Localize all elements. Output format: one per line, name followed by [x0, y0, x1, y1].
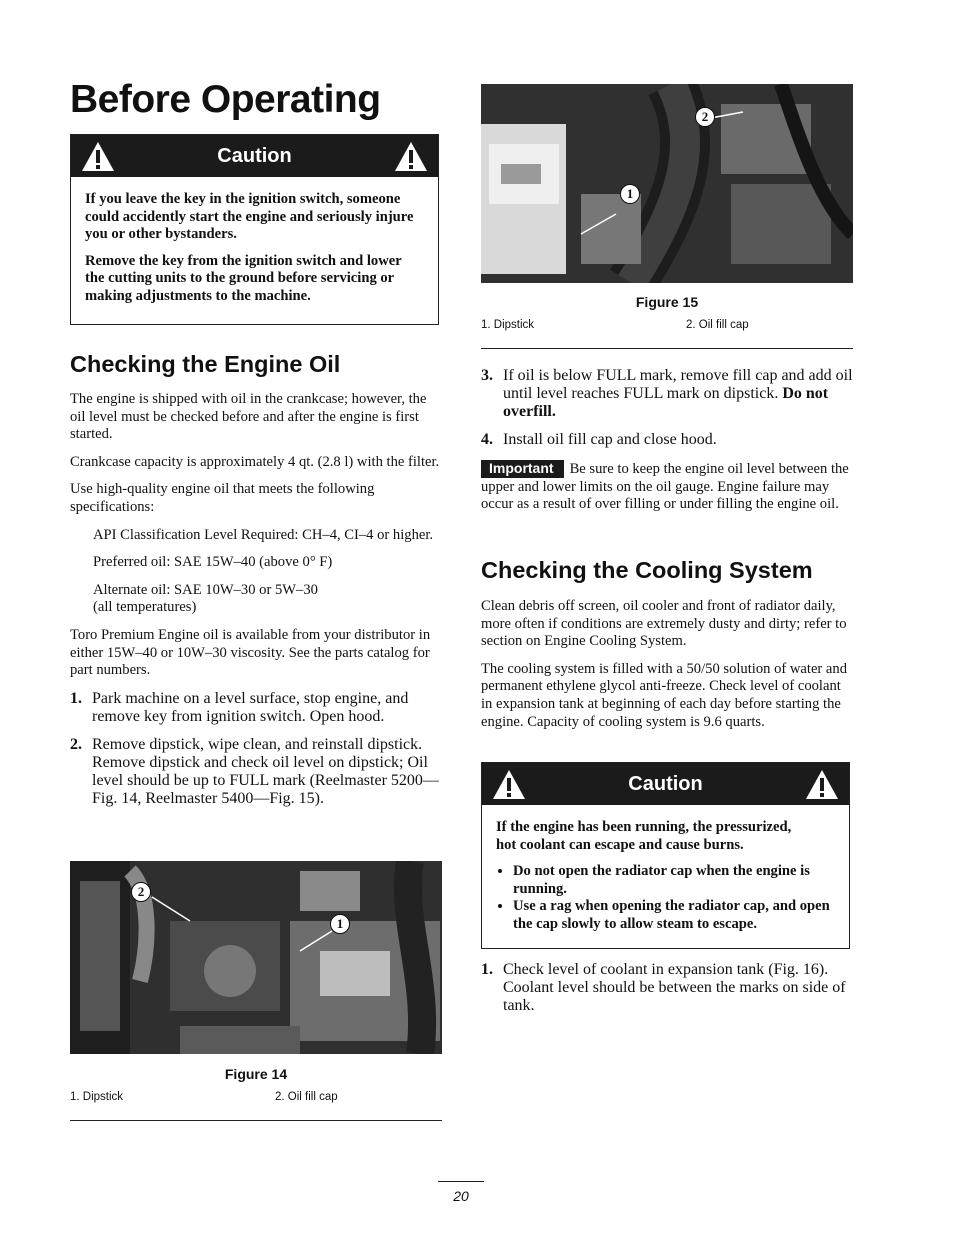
- step-number: 4.: [481, 431, 493, 448]
- callout-number: 2: [137, 884, 145, 899]
- figure-caption: Figure 15: [635, 294, 699, 310]
- spec-item: API Classification Level Required: CH–4, CI–4 or higher.: [93, 526, 434, 543]
- step-text: Remove dipstick, wipe clean, and reinstall dipstick. Remove dipstick and check oil level on dipstick; Oil level should be up to FULL mark (Reelmaster 5200—Fig. 14, Reelmaster 5400—Fig. 15).: [92, 735, 439, 807]
- step-text: Park machine on a level surface, stop engine, and remove key from ignition switch. Open hood.: [92, 689, 409, 725]
- page-number: 20: [438, 1181, 484, 1204]
- caution-body: [482, 805, 849, 946]
- spec-item: Alternate oil: SAE 10W–30 or 5W–30: [93, 581, 318, 598]
- divider: [481, 348, 853, 349]
- caution-text: Remove the key from the ignition switch and lower the cutting units to the ground before servicing or making adjustments to the machine.: [85, 252, 402, 304]
- callout-badge: [620, 184, 640, 204]
- figure-legend: [70, 1091, 442, 1107]
- callout-badge: [330, 914, 350, 934]
- callout-badge: [695, 107, 715, 127]
- engine-oil-text: [70, 391, 442, 818]
- caution-header: [71, 135, 438, 177]
- step-item: [70, 690, 442, 726]
- figure-legend: [481, 319, 853, 335]
- section-title-cooling-system: Checking the Cooling System: [481, 557, 813, 583]
- warning-triangle-icon: [492, 769, 526, 800]
- cooling-system-text: [481, 598, 853, 741]
- warning-triangle-icon: [81, 141, 115, 172]
- step-text: [503, 367, 853, 421]
- spec-item: (all temperatures): [93, 599, 197, 616]
- paragraph: The engine is shipped with oil in the crankcase; however, the oil level must be checked before and after the engine is first started.: [70, 391, 427, 443]
- step-number: 3.: [481, 367, 493, 384]
- step-item: [70, 736, 442, 808]
- caution-text: If you leave the key in the ignition switch, someone could accidently start the engine and seriously injure you or other bystanders.: [85, 191, 414, 243]
- legend-item: 2. Oil fill cap: [275, 1091, 338, 1103]
- step-text-bold: Do not overfill.: [503, 385, 829, 420]
- step-text-regular: If oil is below FULL mark, remove fill cap and add oil until level reaches FULL mark on dipstick.: [503, 367, 853, 402]
- figure-caption: Figure 14: [224, 1066, 288, 1082]
- callout-number: 1: [336, 916, 344, 931]
- divider: [70, 1120, 442, 1121]
- caution-label: Caution: [217, 144, 292, 167]
- figure-14-photo: [70, 861, 442, 1054]
- step-item: [481, 431, 853, 449]
- oil-steps-continued: [481, 367, 853, 459]
- paragraph: Clean debris off screen, oil cooler and front of radiator daily, more often if conditions are extremely dusty and dirty; refer to section on Engine Cooling System.: [481, 598, 847, 650]
- spec-item: Preferred oil: SAE 15W–40 (above 0° F): [93, 554, 333, 571]
- caution-box-coolant: [481, 762, 850, 949]
- important-paragraph: [481, 460, 853, 514]
- step-item: [481, 367, 853, 421]
- important-text: Be sure to keep the engine oil level between the upper and lower limits on the oil gauge. Engine failure may occur as a result of over filling or under filling the engine oil.: [481, 461, 849, 513]
- callout-badge: [131, 882, 151, 902]
- legend-item: 2. Oil fill cap: [686, 319, 749, 331]
- paragraph: Crankcase capacity is approximately 4 qt. (2.8 l) with the filter.: [70, 453, 440, 470]
- step-number: 1.: [481, 961, 493, 978]
- important-note: [481, 460, 853, 514]
- section-title-engine-oil: Checking the Engine Oil: [70, 351, 341, 377]
- step-text: Install oil fill cap and close hood.: [503, 431, 717, 448]
- figure-15-photo: [481, 84, 853, 283]
- caution-box-ignition: [70, 134, 439, 325]
- important-tag: Important: [481, 460, 564, 478]
- caution-bullet: • Do not open the radiator cap when the engine is running.: [513, 863, 835, 898]
- page-title: Before Operating: [70, 78, 381, 121]
- warning-triangle-icon: [394, 141, 428, 172]
- caution-label: Caution: [628, 772, 703, 795]
- paragraph: Use high-quality engine oil that meets the following specifications:: [70, 481, 375, 515]
- legend-item: 1. Dipstick: [481, 319, 535, 331]
- caution-bullet-list: [496, 863, 835, 933]
- caution-body: [71, 177, 438, 327]
- step-number: 1.: [70, 689, 82, 707]
- caution-text: If the engine has been running, the pressurized, hot coolant can escape and cause burns.: [496, 819, 792, 853]
- caution-header: [482, 763, 849, 805]
- cooling-steps: [481, 961, 853, 1025]
- step-item: [481, 961, 853, 1015]
- paragraph: Toro Premium Engine oil is available from your distributor in either 15W–40 or 10W–30 viscosity. See the parts catalog for part numbers.: [70, 626, 431, 679]
- caution-bullet: • Use a rag when opening the radiator cap, and open the cap slowly to allow steam to escape.: [513, 898, 835, 933]
- warning-triangle-icon: [805, 769, 839, 800]
- step-number: 2.: [70, 735, 82, 753]
- step-text: Check level of coolant in expansion tank (Fig. 16). Coolant level should be between the marks on side of tank.: [503, 961, 846, 1014]
- callout-number: 2: [701, 109, 709, 124]
- legend-item: 1. Dipstick: [70, 1091, 124, 1103]
- paragraph: The cooling system is filled with a 50/50 solution of water and permanent ethylene glycol anti-freeze. Check level of coolant in expansion tank at beginning of each day before starting the engine. Capacity of cooling system is 9.6 quarts.: [481, 660, 847, 730]
- callout-number: 1: [626, 186, 634, 201]
